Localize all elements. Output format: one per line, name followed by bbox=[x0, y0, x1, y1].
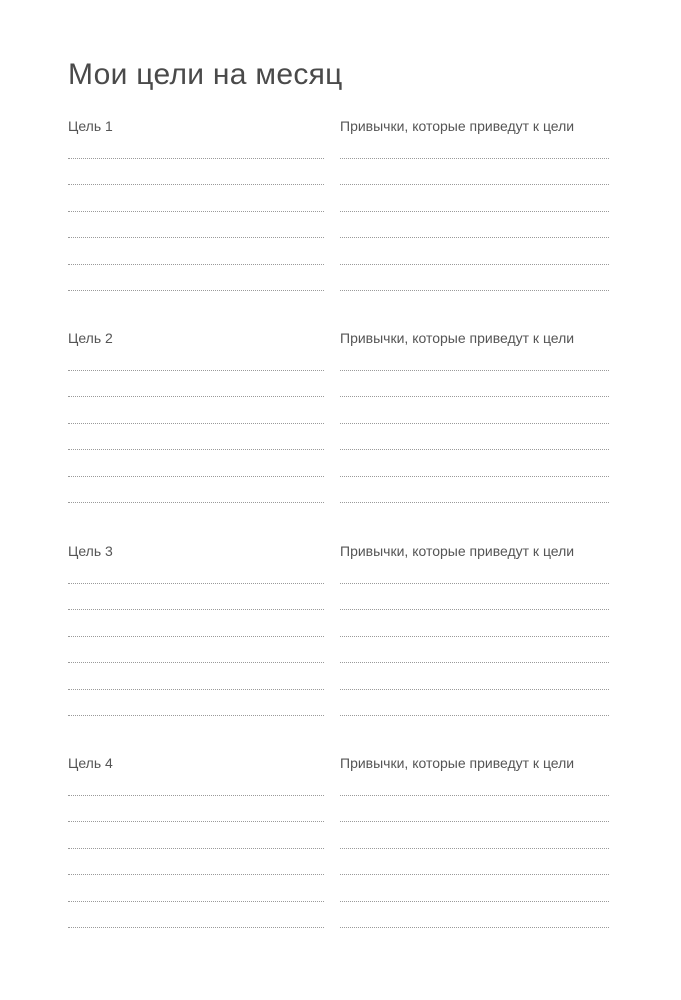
writing-line bbox=[68, 821, 324, 822]
writing-line bbox=[68, 184, 324, 185]
writing-line bbox=[68, 370, 324, 371]
writing-line bbox=[340, 848, 609, 849]
goal-section-3 bbox=[68, 543, 609, 723]
writing-line bbox=[68, 502, 324, 503]
writing-line bbox=[340, 662, 609, 663]
writing-line bbox=[340, 901, 609, 902]
writing-line bbox=[68, 636, 324, 637]
writing-line bbox=[340, 290, 609, 291]
habits-label: Привычки, которые приведут к цели bbox=[340, 543, 575, 559]
writing-line bbox=[68, 476, 324, 477]
writing-line bbox=[68, 396, 324, 397]
writing-line bbox=[340, 237, 609, 238]
writing-line bbox=[340, 609, 609, 610]
writing-line bbox=[68, 158, 324, 159]
writing-line bbox=[340, 449, 609, 450]
writing-line bbox=[68, 237, 324, 238]
goal-section-2 bbox=[68, 330, 609, 510]
goal-label: Цель 2 bbox=[68, 330, 113, 346]
writing-line bbox=[68, 583, 324, 584]
writing-line bbox=[340, 264, 609, 265]
writing-line bbox=[340, 423, 609, 424]
writing-line bbox=[340, 927, 609, 928]
writing-line bbox=[340, 874, 609, 875]
writing-line bbox=[68, 609, 324, 610]
writing-line bbox=[340, 636, 609, 637]
writing-line bbox=[340, 502, 609, 503]
writing-line bbox=[68, 901, 324, 902]
writing-line bbox=[340, 370, 609, 371]
writing-line bbox=[68, 449, 324, 450]
habits-label: Привычки, которые приведут к цели bbox=[340, 330, 575, 346]
writing-line bbox=[340, 476, 609, 477]
writing-line bbox=[340, 583, 609, 584]
goal-section-4 bbox=[68, 755, 609, 935]
writing-line bbox=[68, 423, 324, 424]
writing-line bbox=[68, 689, 324, 690]
writing-line bbox=[340, 184, 609, 185]
habits-label: Привычки, которые приведут к цели bbox=[340, 118, 575, 134]
writing-line bbox=[68, 848, 324, 849]
page-title: Мои цели на месяц bbox=[68, 58, 343, 91]
writing-line bbox=[68, 874, 324, 875]
writing-line bbox=[340, 396, 609, 397]
writing-line bbox=[68, 927, 324, 928]
habits-label: Привычки, которые приведут к цели bbox=[340, 755, 575, 771]
writing-line bbox=[68, 264, 324, 265]
goal-section-1 bbox=[68, 118, 609, 298]
writing-line bbox=[68, 715, 324, 716]
writing-line bbox=[68, 211, 324, 212]
writing-line bbox=[340, 795, 609, 796]
writing-line bbox=[340, 211, 609, 212]
writing-line bbox=[68, 795, 324, 796]
writing-line bbox=[68, 662, 324, 663]
writing-line bbox=[340, 689, 609, 690]
goal-label: Цель 3 bbox=[68, 543, 113, 559]
writing-line bbox=[68, 290, 324, 291]
goal-label: Цель 1 bbox=[68, 118, 113, 134]
writing-line bbox=[340, 158, 609, 159]
goal-label: Цель 4 bbox=[68, 755, 113, 771]
writing-line bbox=[340, 715, 609, 716]
writing-line bbox=[340, 821, 609, 822]
